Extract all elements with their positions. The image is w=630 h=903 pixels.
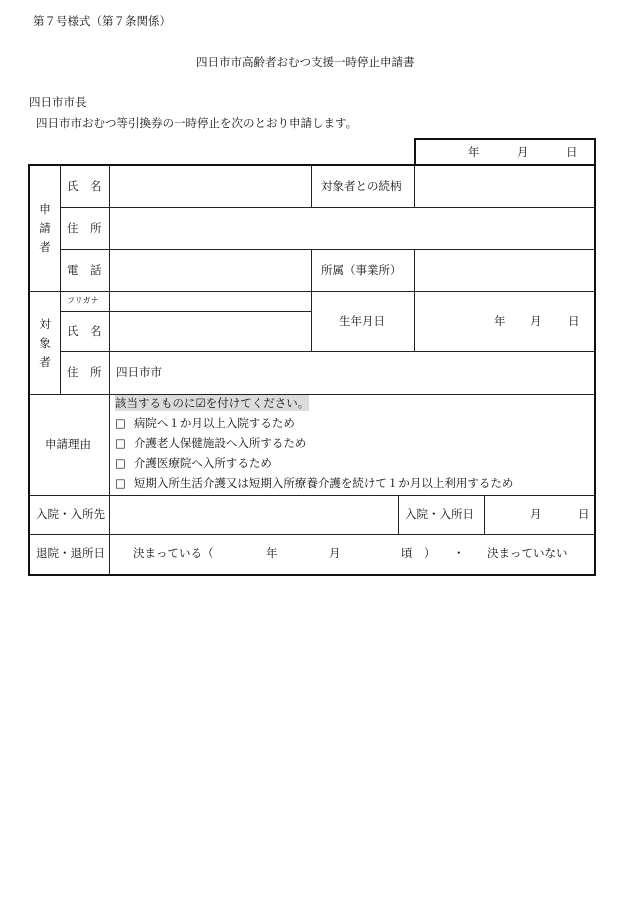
- date-month[interactable]: 月: [517, 145, 529, 159]
- subject-name-label: 氏 名: [67, 324, 102, 338]
- birth-month[interactable]: 月: [530, 314, 542, 328]
- reason-option[interactable]: □ 介護老人保健施設へ入所するため: [115, 436, 307, 450]
- checkbox-icon[interactable]: □: [115, 456, 126, 470]
- birth-date-label: 生年月日: [339, 314, 385, 328]
- applicant-address-label: 住 所: [67, 221, 102, 235]
- subject-address-label: 住 所: [67, 365, 102, 379]
- reason-option[interactable]: □ 短期入所生活介護又は短期入所療養介護を続けて１か月以上利用するため: [115, 476, 514, 490]
- admission-date-label: 入院・入所日: [405, 507, 474, 521]
- reason-instruction: 該当するものに☑を付けてください。: [115, 396, 310, 410]
- affiliation-label: 所属（事業所）: [321, 263, 402, 277]
- form-title: 四日市市高齢者おむつ支援一時停止申請書: [196, 55, 415, 69]
- subject-address-value[interactable]: 四日市市: [116, 365, 162, 379]
- discharge-decided[interactable]: 決まっている（: [133, 546, 214, 560]
- applicant-phone-label: 電 話: [67, 263, 102, 277]
- checkbox-icon[interactable]: □: [115, 436, 126, 450]
- discharge-year[interactable]: 年: [266, 546, 278, 560]
- form-number: 第７号様式（第７条関係）: [33, 14, 171, 28]
- birth-day[interactable]: 日: [568, 314, 580, 328]
- birth-year[interactable]: 年: [494, 314, 506, 328]
- relation-label: 対象者との続柄: [321, 179, 402, 193]
- discharge-month[interactable]: 月: [329, 546, 341, 560]
- discharge-undecided[interactable]: 決まっていない: [487, 546, 568, 560]
- date-day[interactable]: 日: [566, 145, 578, 159]
- admission-place-label: 入院・入所先: [36, 507, 105, 521]
- addressee: 四日市市長: [29, 95, 87, 109]
- intro-text: 四日市市おむつ等引換券の一時停止を次のとおり申請します。: [36, 116, 358, 130]
- reason-option[interactable]: □ 介護医療院へ入所するため: [115, 456, 272, 470]
- discharge-bullet: ・: [453, 546, 465, 560]
- admission-month[interactable]: 月: [530, 507, 542, 521]
- applicant-group-label: 申 請 者: [39, 202, 51, 254]
- reason-option[interactable]: □ 病院へ１か月以上入院するため: [115, 416, 295, 430]
- subject-group-label: 対 象 者: [39, 317, 51, 369]
- date-year[interactable]: 年: [468, 145, 480, 159]
- checkbox-icon[interactable]: □: [115, 476, 126, 490]
- checkbox-icon[interactable]: □: [115, 416, 126, 430]
- discharge-label: 退院・退所日: [36, 546, 105, 560]
- applicant-name-label: 氏 名: [67, 179, 102, 193]
- admission-day[interactable]: 日: [578, 507, 590, 521]
- discharge-approx: 頃 ）: [401, 546, 436, 560]
- furigana-label: フリガナ: [67, 296, 99, 305]
- reason-label: 申請理由: [45, 437, 91, 451]
